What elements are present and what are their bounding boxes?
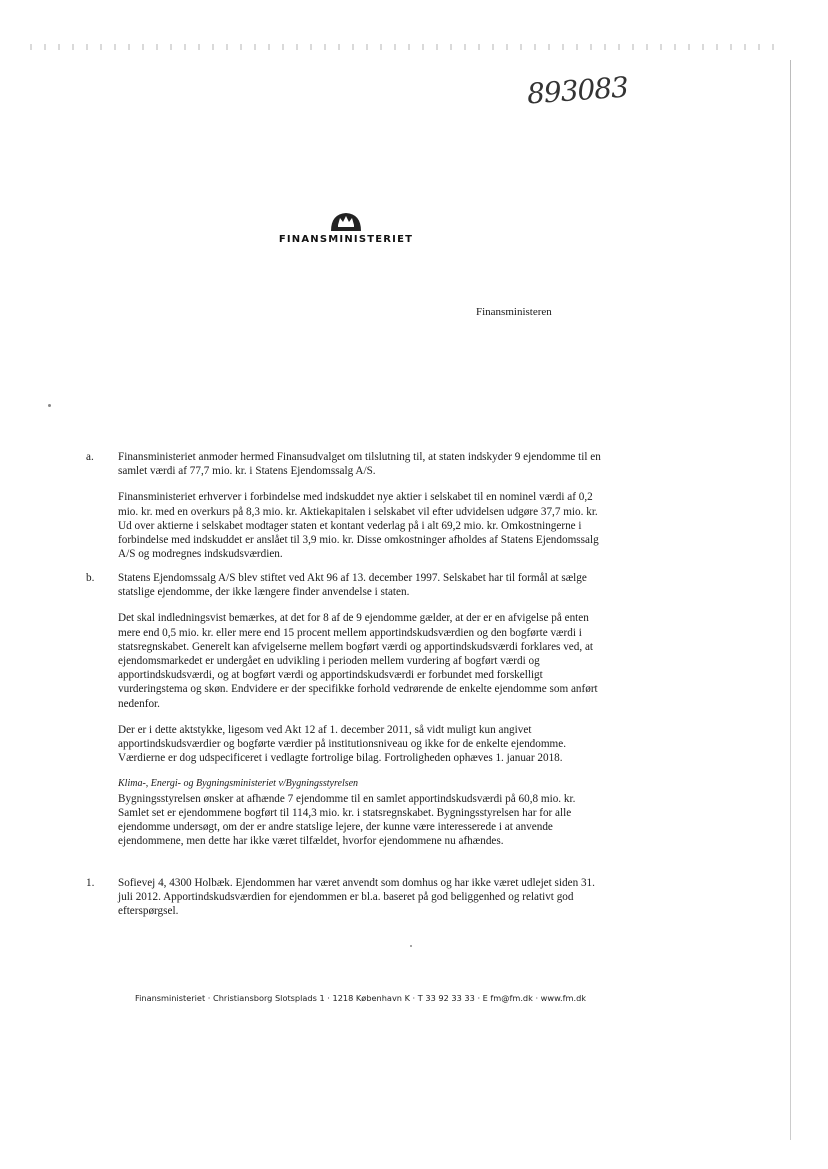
paragraph: Der er i dette aktstykke, ligesom ved Akt 12 af 1. december 2011, så vidt muligt kun angivet apportindskudsværdier og bogførte værdier på institutionsniveau og ikke for de enkelte ejendomme. Værdierne er dog udspecificeret i vedlagte fortrolige bilag. Fortroligheden ophæves 1. januar 2018. (118, 723, 567, 765)
paragraph: Bygningsstyrelsen ønsker at afhænde 7 ejendomme til en samlet apportindskudsværdi på 60,8 mio. kr. Samlet set er ejendommene bogført til 114,3 mio. kr. i statsregnskabet. Bygningsstyrelsen har for alle ejendomme undersøgt, om der er andre statslige lejere, der kunne være interesserede i at anvende ejendommene, men dette har ikke været tilfældet, hvorfor ejendommene nu afhændes. (118, 792, 576, 848)
scan-artifact-right-edge (790, 60, 791, 1140)
item-marker: 1. (86, 877, 95, 889)
scan-speck (410, 945, 412, 947)
recipient: Finansministeren (476, 306, 552, 318)
section-marker: a. (86, 451, 94, 463)
handwritten-document-number: 893083 (525, 70, 629, 111)
paragraph: Statens Ejendomssalg A/S blev stiftet ved Akt 96 af 13. december 1997. Selskabet har til formål at sælge statslige ejendomme, der ikke længere finder anvendelse i staten. (118, 572, 587, 599)
paragraph: Finansministeriet erhverver i forbindelse med indskuddet nye aktier i selskabet til en nominel værdi af 0,2 mio. kr. med en overkurs på 8,3 mio. kr. Aktiekapitalen i selskabet vil efter udvidelsen udgøre 37,7 mio. kr. Ud over aktierne i selskabet modtager staten et kontant vederlag på i alt 69,2 mio. kr. Omkostningerne i forbindelse med indskuddet er anslået til 3,9 mio. kr. Disse omkostninger afholdes af Statens Ejendomssalg A/S og modregnes indskudsværdien. (118, 491, 599, 561)
page-footer: Finansministeriet · Christiansborg Slotsplads 1 · 1218 København K · T 33 92 33 33 · E fm@fm.dk · www.fm.dk (135, 993, 587, 1003)
section-marker: b. (86, 572, 95, 584)
scan-speck (48, 404, 51, 407)
paragraph: Det skal indledningsvist bemærkes, at det for 8 af de 9 ejendomme gælder, at der er en afvigelse på enten mere end 0,5 mio. kr. eller mere end 15 procent mellem apportindskudsværdien og den bogførte værdi i statsregnskabet. Generelt kan afvigelserne mellem bogført værdi og apportindskudsværdi forklares ved, at ejendomsmarkedet er undergået en udvikling i perioden mellem vurdering af bogført værdi og apportindskudsværdi, og at bogført værdi og apportindskudsværdi er forbundet med forskelligt vurderingstema og skøn. Endvidere er der specifikke forhold vedrørende de enkelte ejendomme som anført nedenfor. (118, 612, 598, 710)
scan-artifact-top (30, 44, 780, 50)
ministry-heading: Klima-, Energi- og Bygningsministeriet v/Bygningsstyrelsen (118, 778, 359, 790)
paragraph: Finansministeriet anmoder hermed Finansudvalget om tilslutning til, at staten indskyder 9 ejendomme til en samlet værdi af 77,7 mio. kr. i Statens Ejendomssalg A/S. (118, 451, 601, 478)
logo-wordmark: FINANSMINISTERIET (278, 234, 414, 245)
ministry-logo (278, 210, 414, 245)
paragraph: Sofievej 4, 4300 Holbæk. Ejendommen har været anvendt som domhus og har ikke været udlejet siden 31. juli 2012. Apportindskudsværdien for ejendommen er bl.a. baseret på god beliggenhed og relativt god efterspørgsel. (118, 877, 595, 918)
crown-emblem-icon (329, 210, 363, 232)
